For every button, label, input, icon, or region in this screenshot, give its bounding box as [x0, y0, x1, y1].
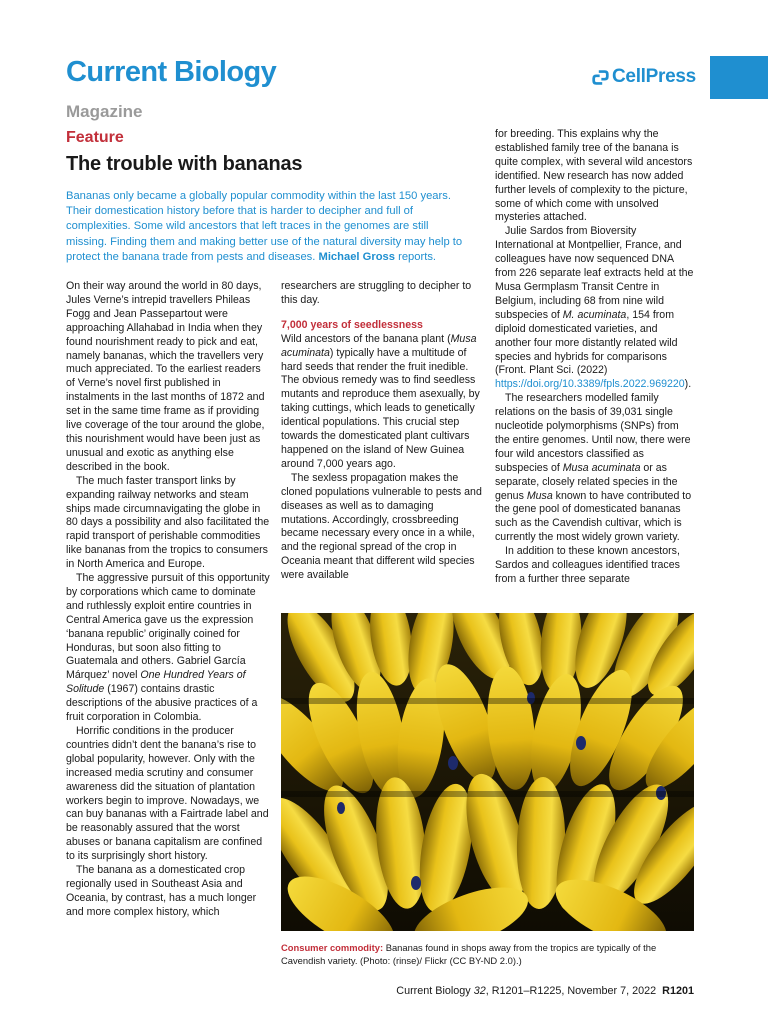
- author-suffix: reports.: [394, 250, 437, 263]
- article-title: The trouble with bananas: [66, 153, 303, 175]
- footer-pages-date: , R1201–R1225, November 7, 2022: [485, 985, 657, 997]
- book-title: One Hundred Years of Solitude: [66, 669, 246, 696]
- paragraph: On their way around the world in 80 days, Jules Verne’s intrepid travellers Phileas Fogg and Jean Passepartout were approaching Allahabad in India when they found nourishment ready to pick and eat, namely bananas, which the travellers very much appreciated. To the earliest readers of Verne’s novel first published in instalments in the last months of 1872 and set in the same time frame as if providing live coverage of the tour around the globe, this nourishment would have been just as unusual and exotic as anything else described in the book.: [66, 280, 265, 473]
- section-label: Magazine: [66, 102, 143, 121]
- footer-journal: Current Biology: [396, 985, 474, 997]
- paragraph: Horrific conditions in the producer countries didn’t dent the banana’s rise to global popularity, however. Only with the increased media scrutiny and consumer awareness did the situation of plantation workers begin to improve. Nowadays, we can buy bananas with a Fairtrade label and be reasonably assured that the worst abuses or banana capitalism are confined to its surprisingly short history.: [66, 725, 269, 863]
- caption-title: Consumer commodity:: [281, 942, 384, 953]
- footer-volume: 32: [473, 985, 486, 997]
- banana-photo: [281, 613, 694, 931]
- paragraph: The sexless propagation makes the cloned populations vulnerable to pests and diseases as well as to damaging mutations. Accordingly, crossbreeding became necessary every once in a while, and the regional spread of the crop in Oceania meant that different wild species were available: [281, 471, 482, 582]
- caption-text: Bananas found in shops away from the tropics are typically of the Cavendish variety. (Photo: (rinse)/ Flickr (CC BY-ND 2.0).): [281, 942, 657, 966]
- paragraph: The much faster transport links by expanding railway networks and steam ships made circumnavigating the globe in 80 days a possibility and also facilitated the rapid transport of perishable commodities like bananas from the tropics to consumers in North America and Europe.: [66, 474, 270, 571]
- author-name: Michael Gross: [318, 250, 395, 263]
- paragraph: The banana as a domesticated crop regionally used in Southeast Asia and Oceania, by contrast, has a much longer and more complex history, which: [66, 864, 257, 918]
- text-run: known to have contributed to the gene pool of domesticated bananas such as the Cavendish cultivar, which is currently the most widely grown variety.: [495, 489, 692, 544]
- body-column-1: [66, 280, 270, 920]
- cellpress-logo-icon: [592, 69, 609, 86]
- body-column-3: [495, 128, 695, 587]
- text-run: ).: [684, 378, 692, 391]
- page-number: R1201: [662, 985, 694, 997]
- publisher-name: CellPress: [612, 66, 696, 87]
- standfirst: [66, 189, 466, 265]
- paragraph: [281, 333, 485, 472]
- species-name: Musa acuminata: [562, 461, 641, 474]
- paragraph: In addition to these known ancestors, Sardos and colleagues identified traces from a further three separate: [495, 545, 680, 585]
- paragraph: for breeding. This explains why the established family tree of the banana is quite complex, with several wild ancestors identified. New research has now added further levels of complexity to the picture, some of which come with unsolved mysteries attached.: [495, 128, 693, 224]
- publisher-logo: [592, 66, 696, 88]
- doi-link[interactable]: https://doi.org/10.3389/fpls.2022.969220: [495, 378, 685, 391]
- journal-title: Current Biology: [66, 56, 277, 88]
- text-run: Wild ancestors of the banana plant (: [281, 332, 451, 345]
- body-column-2: [281, 280, 485, 583]
- species-name: M. acuminata: [562, 308, 627, 321]
- species-name: Musa acuminata: [281, 332, 477, 359]
- page-footer: [396, 985, 694, 997]
- text-run: (1967) contains drastic descriptions of the abusive practices of a fruit corporation in Colombia.: [66, 683, 258, 724]
- standfirst-text: Bananas only became a globally popular commodity within the last 150 years. Their domestication history before that is harder to decipher and full of complexities. Some wild ancestors that left traces in the genomes are still missing. Finding them and making better use of the natural diversity may help to protect the banana trade from pests and diseases.: [66, 190, 463, 263]
- text-run: ) typically have a multitude of hard seeds that render the fruit inedible. The obvious remedy was to find seedless mutants and reproduce them asexually, by taking cuttings, which leads to genetically identical populations. This crucial step towards the domesticated plant cultivars happened on the island of New Guinea around 7,000 years ago.: [281, 346, 480, 470]
- text-run: , 154 from diploid domesticated varieties, and another four more distantly related wild species and hybrids for comparisons (Front. Plant Sci. (2022): [495, 308, 678, 377]
- figure-caption: [281, 942, 694, 967]
- article-type: Feature: [66, 129, 124, 146]
- text-run: or as separate, closely related species in the genus: [495, 461, 678, 502]
- paragraph: researchers are struggling to decipher to this day.: [281, 280, 472, 306]
- paragraph: [495, 392, 695, 545]
- text-run: Julie Sardos from Bioversity International at Montpellier, France, and colleagues have now sequenced DNA from 226 separate leaf extracts held at the Musa Germplasm Transit Centre in Belgium, including 68 from nine wild subspecies of: [495, 225, 694, 321]
- text-run: The researchers modelled family relations on the basis of 39,031 single nucleotide polymorphisms (SNPs) from the entire genomes. Until now, there were four wild ancestors classified as subspecies of: [495, 392, 691, 474]
- subheading: 7,000 years of seedlessness: [281, 318, 423, 331]
- text-run: The aggressive pursuit of this opportunity by corporations which came to dominate and ruthlessly exploit entire countries in Central America gave us the expression ‘banana republic’ originally coined for Honduras, but soon also fitting to Guatemala and others. Gabriel García Márquez’ novel: [66, 572, 270, 682]
- paragraph: [66, 572, 270, 725]
- corner-tab: [710, 56, 768, 99]
- genus-name: Musa: [526, 489, 553, 502]
- banana-bunches-image: [281, 613, 694, 931]
- paragraph: [495, 225, 695, 392]
